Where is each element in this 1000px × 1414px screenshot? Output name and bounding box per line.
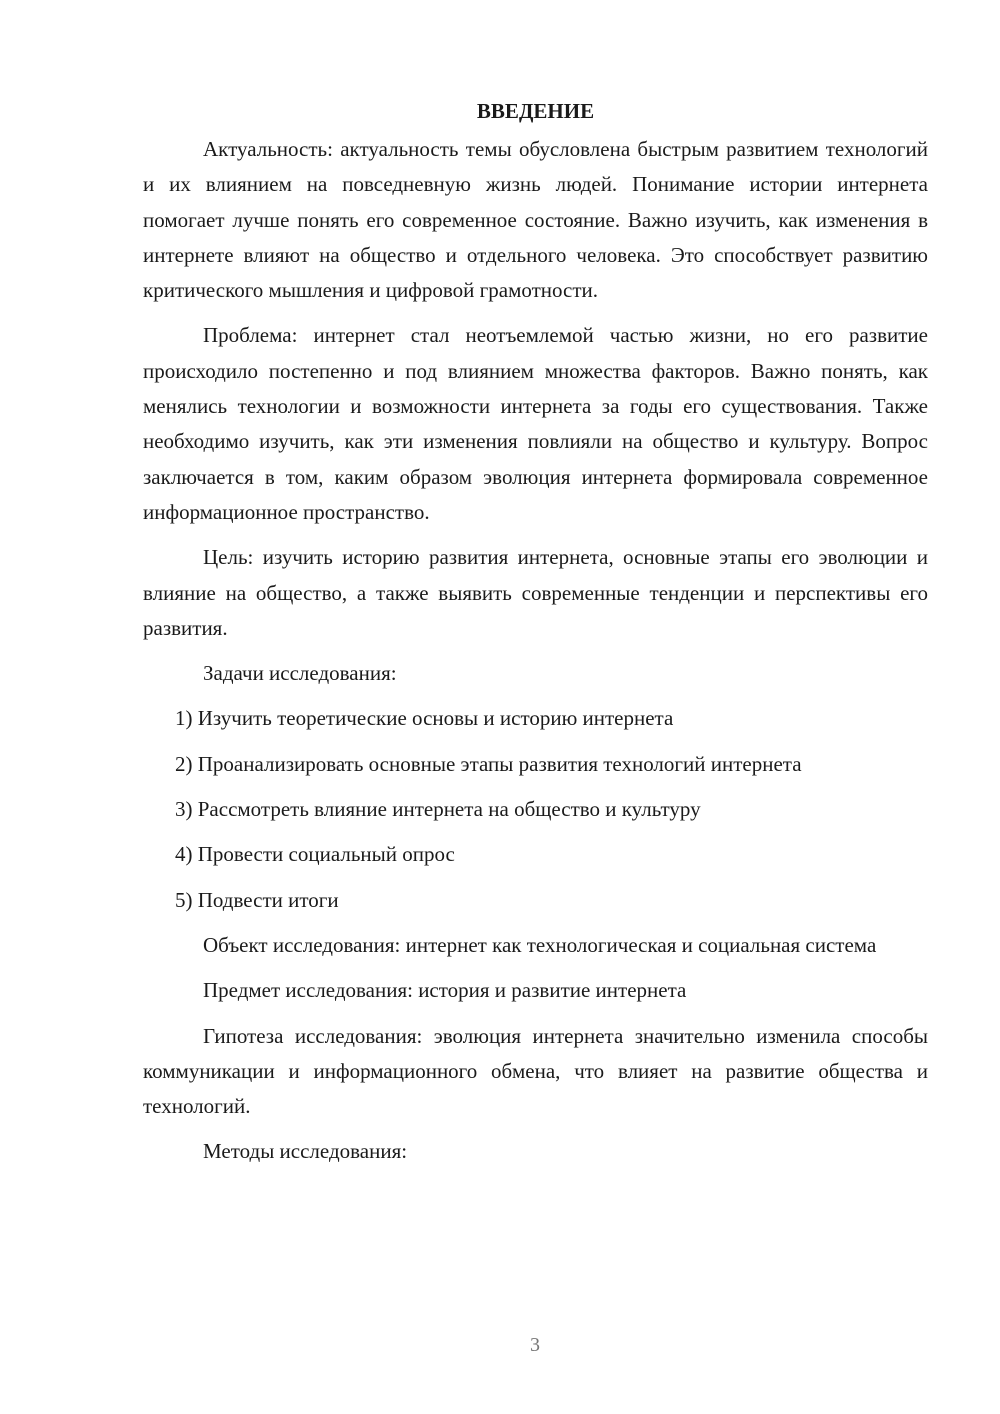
list-item: 4) Провести социальный опрос xyxy=(175,842,455,867)
paragraph-goal: Цель: изучить историю развития интернета, основные этапы его эволюции и влияние на общество, а также выявить современные тенденции и перспективы его развития. xyxy=(143,545,928,640)
list-item: 2) Проанализировать основные этапы развития технологий интернета xyxy=(175,751,802,776)
paragraph-problem: Проблема: интернет стал неотъемлемой частью жизни, но его развитие происходило постепенно и под влиянием множества факторов. Важно понять, как менялись технологии и возможности интернета за годы его существования. Также необходимо изучить, как эти изменения повлияли на общество и культуру. Вопрос заключается в том, каким образом эволюция интернета формировала современное информационное пространство. xyxy=(143,323,928,524)
section-title: ВВЕДЕНИЕ xyxy=(476,99,595,123)
list-item: 3) Рассмотреть влияние интернета на общество и культуру xyxy=(175,797,701,822)
paragraph-relevance: Актуальность: актуальность темы обусловлена быстрым развитием технологий и их влиянием на повседневную жизнь людей. Понимание истории интернета помогает лучше понять его современное состояние. Важно изучить, как изменения в интернете влияют на общество и отдельного человека. Это способствует развитию критического мышления и цифровой грамотности. xyxy=(143,137,928,303)
list-item: 1) Изучить теоретические основы и историю интернета xyxy=(175,706,674,731)
methods-heading: Методы исследования: xyxy=(203,1139,408,1164)
page-number: 3 xyxy=(530,1334,540,1356)
tasks-heading: Задачи исследования: xyxy=(203,661,397,686)
paragraph-hypothesis: Гипотеза исследования: эволюция интернета значительно изменила способы коммуникации и информационного обмена, что влияет на развитие общества и технологий. xyxy=(143,1023,928,1119)
paragraph-subject: Предмет исследования: история и развитие интернета xyxy=(203,978,687,1003)
list-item: 5) Подвести итоги xyxy=(175,887,339,912)
paragraph-object: Объект исследования: интернет как технологическая и социальная система xyxy=(203,932,877,957)
tasks-list xyxy=(143,701,928,917)
document-page xyxy=(143,96,928,1180)
